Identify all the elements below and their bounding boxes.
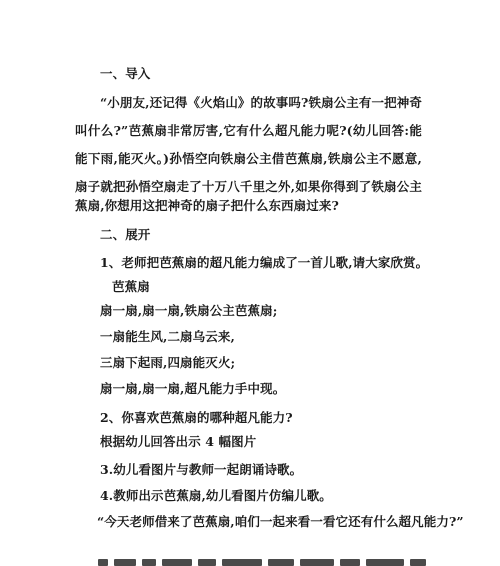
cut-off-text-line — [98, 556, 428, 566]
poem-line-2: 一扇能生风,二扇乌云来, — [100, 329, 235, 344]
step-3: 3.幼儿看图片与教师一起朗诵诗歌。 — [100, 462, 303, 477]
intro-line-3: 能下雨,能灭火。)孙悟空向铁扇公主借芭蕉扇,铁扇公主不愿意, — [75, 151, 422, 166]
step-2: 2、你喜欢芭蕉扇的哪种超凡能力? — [100, 410, 293, 425]
intro-line-5: 蕉扇,你想用这把神奇的扇子把什么东西扇过来? — [75, 198, 339, 213]
poem-line-3: 三扇下起雨,四扇能灭火; — [100, 355, 236, 370]
step-1: 1、老师把芭蕉扇的超凡能力编成了一首儿歌,请大家欣赏。 — [100, 255, 429, 270]
intro-line-2: 叫什么?”芭蕉扇非常厉害,它有什么超凡能力呢?(幼儿回答:能 — [75, 123, 422, 138]
step-4: 4.教师出示芭蕉扇,幼儿看图片仿编儿歌。 — [100, 488, 332, 503]
step-2-note: 根据幼儿回答出示 4 幅图片 — [100, 434, 257, 449]
poem-title: 芭蕉扇 — [112, 279, 150, 294]
poem-line-1: 扇一扇,扇一扇,铁扇公主芭蕉扇; — [100, 303, 278, 318]
section-heading-develop: 二、展开 — [100, 227, 151, 242]
intro-line-4: 扇子就把孙悟空扇走了十万八千里之外,如果你得到了铁扇公主 — [75, 179, 422, 194]
intro-line-1: “小朋友,还记得《火焰山》的故事吗?铁扇公主有一把神奇 — [100, 95, 422, 110]
closing-quote: “今天老师借来了芭蕉扇,咱们一起来看一看它还有什么超凡能力?” — [97, 514, 464, 529]
poem-line-4: 扇一扇,扇一扇,超凡能力手中现。 — [100, 381, 286, 396]
section-heading-intro: 一、导入 — [100, 66, 151, 81]
